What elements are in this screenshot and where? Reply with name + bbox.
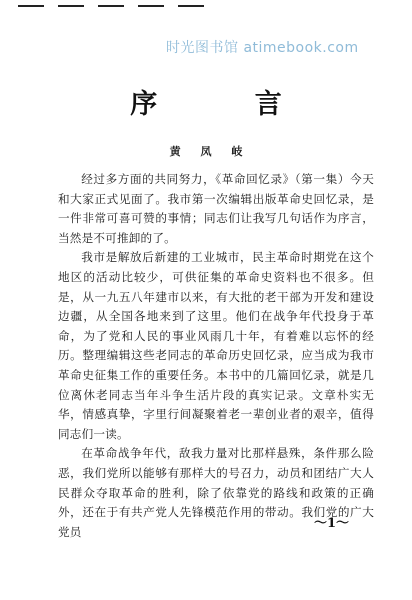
watermark: 时光图书馆 atimebook.com [166,40,359,56]
header-rule [58,5,84,7]
header-rule [98,5,124,7]
header-rules [0,0,412,10]
header-rule [138,5,164,7]
header-rule [178,5,204,7]
author-name: 黄 凤 岐 [169,145,251,158]
page-title: 序 言 [130,89,326,120]
page-number: ～1～ [314,516,350,531]
paragraph: 在革命战争年代，敌我力量对比那样悬殊，条件那么险恶，我们党所以能够有那样大的号召力，动员和团结广大人民群众夺取革命的胜利，除了依靠党的路线和政策的正确外，还在于有共产党人先锋模范作用的带动。我们党的广大党员 [58,446,374,539]
body-text [58,170,374,542]
paragraph: 经过多方面的共同努力，《革命回忆录》（第一集）今天和大家正式见面了。我市第一次编辑出版革命史回忆录，是一件非常可喜可赞的事情；同志们让我写几句话作为序言，当然是不可推卸的了。 [58,172,374,245]
paragraph: 我市是解放后新建的工业城市，民主革命时期党在这个地区的活动比较少，可供征集的革命史资料也不很多。但是，从一九五八年建市以来，有大批的老干部为开发和建设边疆，从全国各地来到了这里。他们在战争年代投身于革命，为了党和人民的事业风雨几十年，有着难以忘怀的经历。整理编辑这些老同志的革命历史回忆录，应当成为我市革命史征集工作的重要任务。本书中的几篇回忆录，就是几位离休老同志当年斗争生活片段的真实记录。文章朴实无华，情感真挚，字里行间凝聚着老一辈创业者的艰辛，值得同志们一读。 [58,250,374,441]
header-rule [18,5,44,7]
